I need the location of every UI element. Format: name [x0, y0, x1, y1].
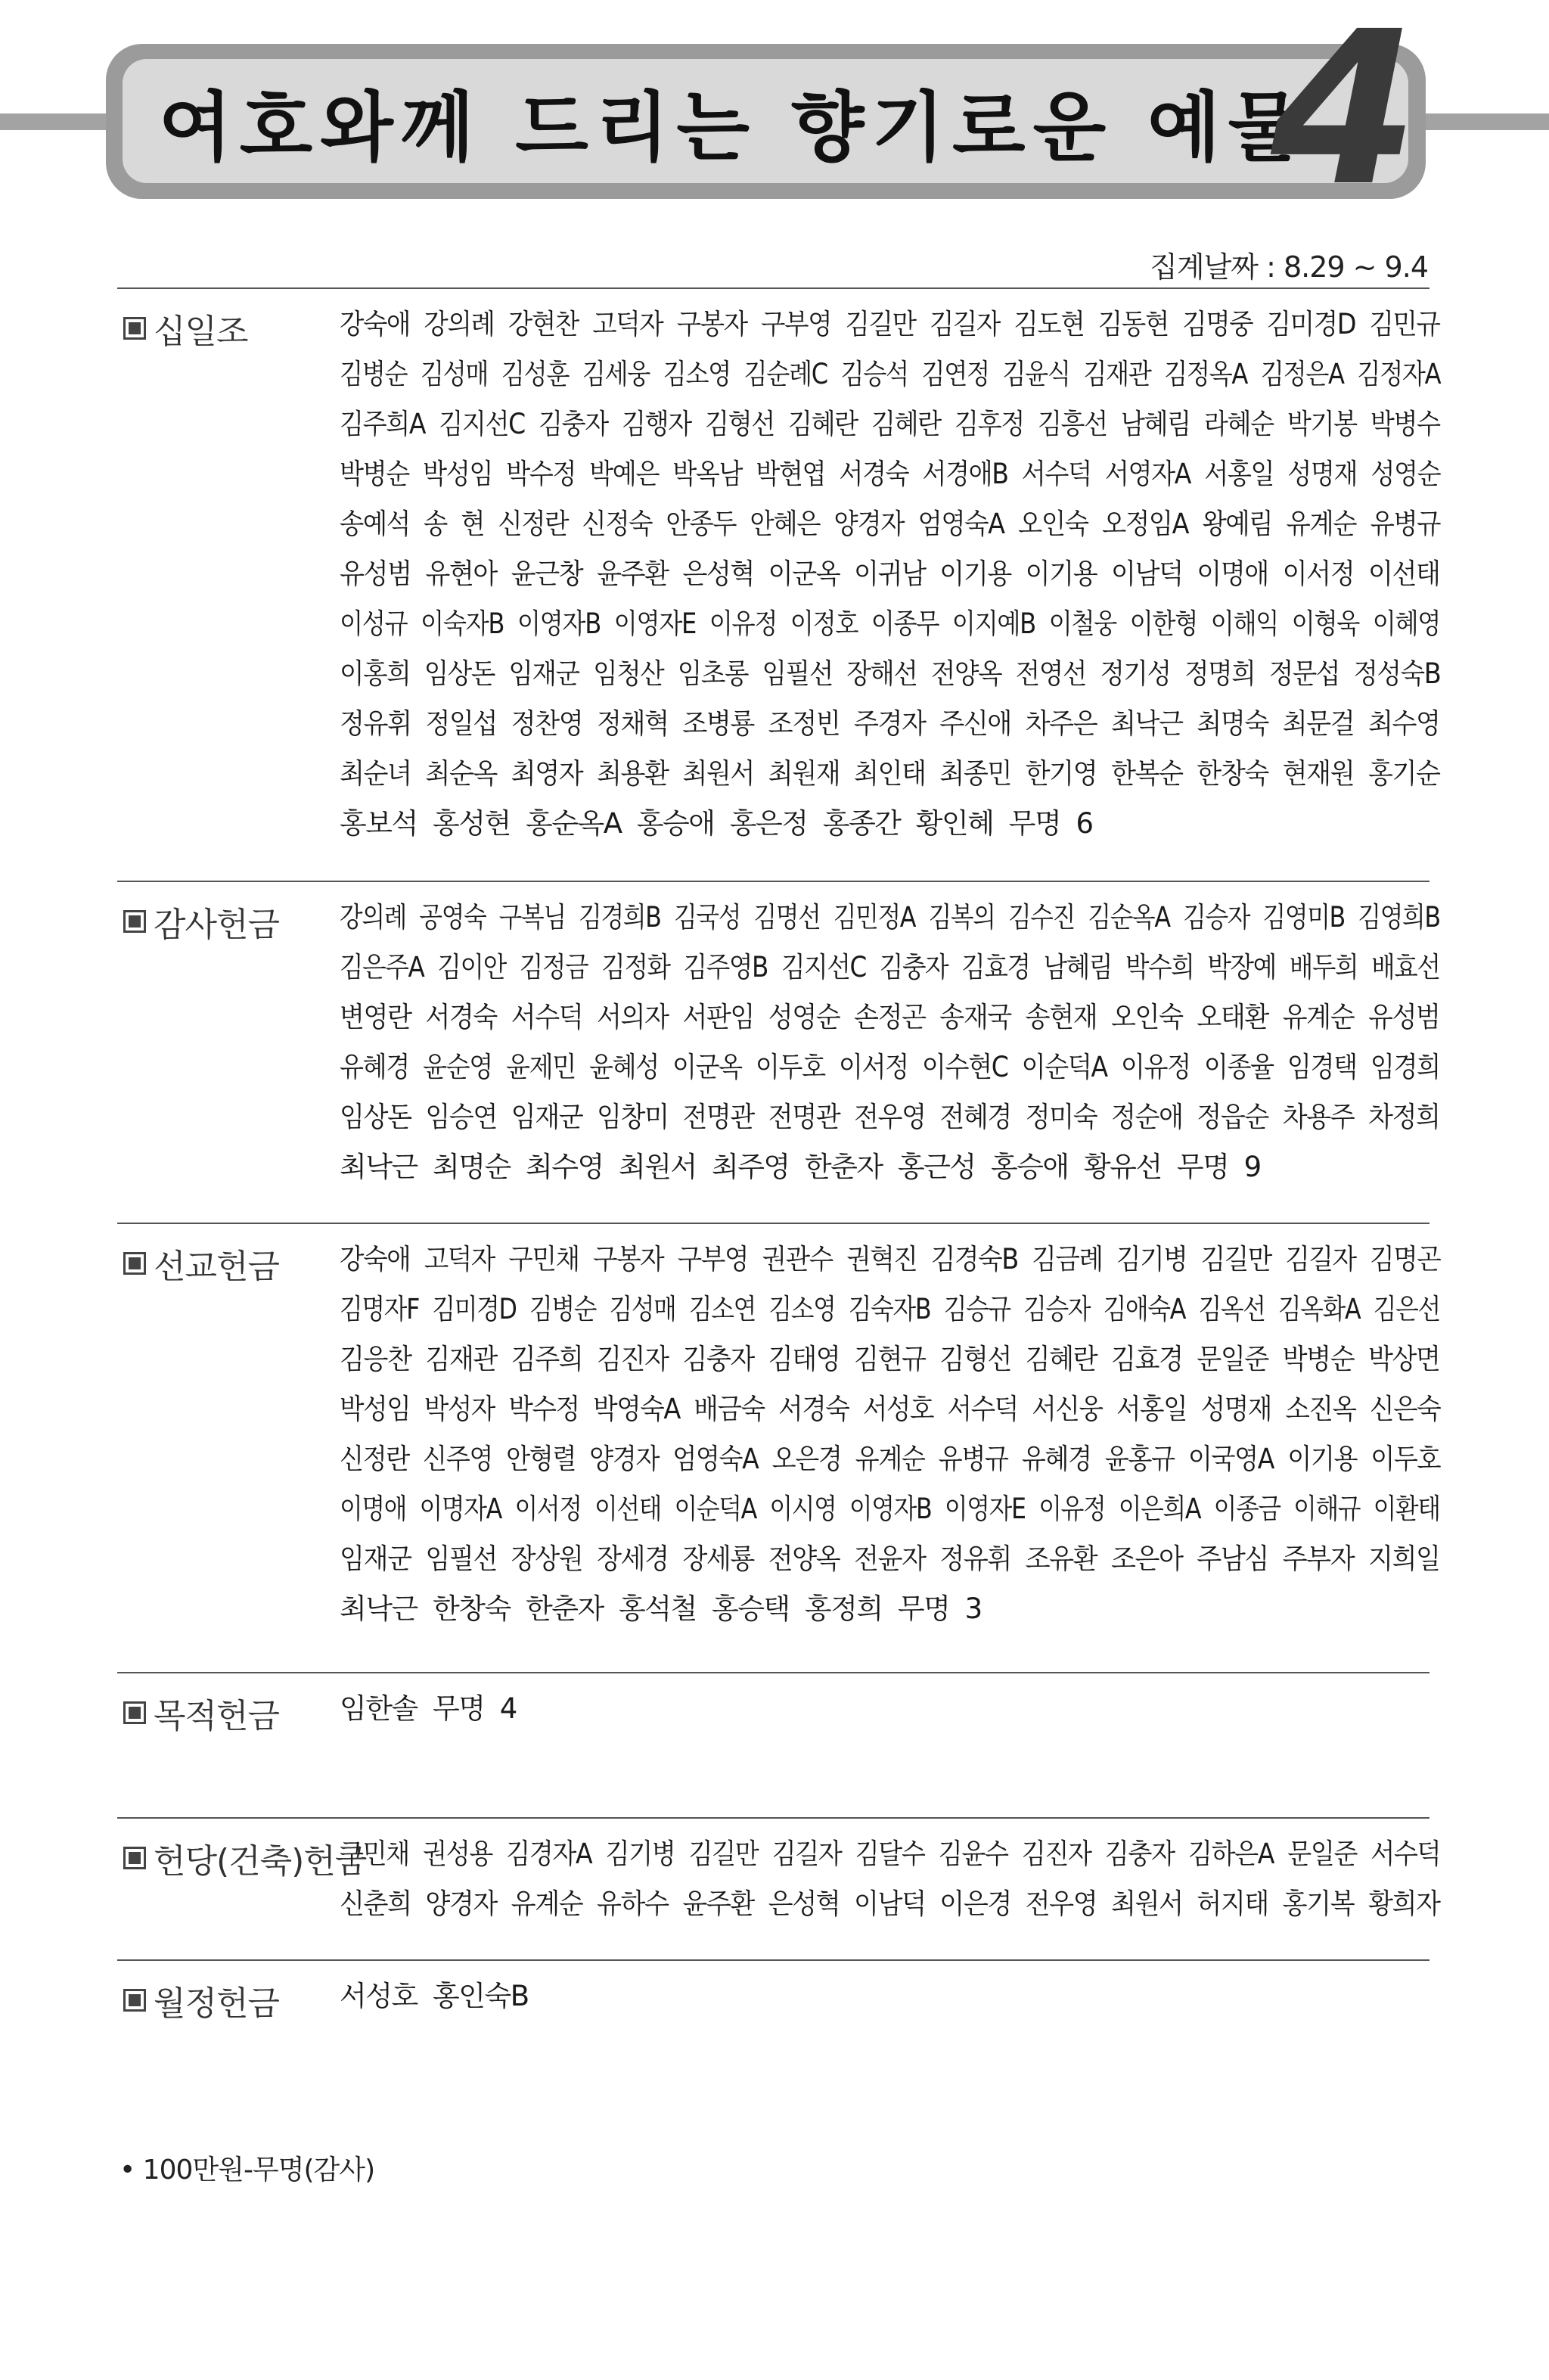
section-missions [117, 1223, 1441, 1664]
donor-row: 임재군 임필선 장상원 장세경 장세룡 전양옥 전윤자 정유휘 조유환 조은아 주남심 주부자 지희일 [340, 1543, 1440, 1575]
donor-row: 김주희A 김지선C 김충자 김행자 김형선 김혜란 김혜란 김후정 김흥선 남혜림 라혜순 박기봉 박병수 [340, 408, 1440, 440]
donor-row: 강의례 공영숙 구복님 김경희B 김국성 김명선 김민정A 김복의 김수진 김순옥A 김승자 김영미B 김영희B [340, 901, 1440, 934]
section-label [123, 897, 279, 946]
donor-row: 이명애 이명자A 이서정 이선태 이순덕A 이시영 이영자B 이영자E 이유정 이은희A 이종금 이해규 이환태 [340, 1493, 1440, 1525]
section-label-text: 감사헌금 [154, 906, 280, 944]
donor-row: 서성호 홍인숙B [340, 1980, 529, 2012]
section-label-text: 월정헌금 [154, 1984, 280, 2023]
section-label [123, 1976, 279, 2024]
donor-list [340, 1235, 1440, 1634]
donor-row: 유성범 유현아 윤근창 윤주환 은성혁 이군옥 이귀남 이기용 이기용 이남덕 이명애 이서정 이선태 [340, 558, 1440, 590]
donor-list [340, 1684, 1440, 1734]
donor-row: 홍보석 홍성현 홍순옥A 홍승애 홍은정 홍종간 황인혜 무명 6 [340, 807, 1093, 840]
donor-row: 임상돈 임승연 임재군 임창미 전명관 전명관 전우영 전혜경 정미숙 정순애 정읍순 차용주 차정희 [340, 1101, 1440, 1133]
square-bullet-icon [123, 1847, 146, 1869]
header-rule-left [0, 113, 113, 130]
donor-row: 정유휘 정일섭 정찬영 정채혁 조병룡 조정빈 주경자 주신애 차주은 최낙근 최명숙 최문걸 최수영 [340, 707, 1440, 740]
section-tithe [117, 287, 1441, 873]
donor-row: 박병순 박성임 박수정 박예은 박옥남 박현엽 서경숙 서경애B 서수덕 서영자A 서홍일 성명재 성영순 [340, 458, 1441, 490]
section-monthly [117, 1959, 1429, 2112]
donor-row: 변영란 서경숙 서수덕 서의자 서판임 성영순 손정곤 송재국 송현재 오인숙 오태환 유계순 유성범 [340, 1001, 1440, 1033]
page-title: 여호와께 드리는 향기로운 예물 [159, 83, 1309, 172]
donor-row: 신정란 신주영 안형렬 양경자 엄영숙A 오은경 유계순 유병규 유혜경 윤홍규 이국영A 이기용 이두호 [340, 1443, 1441, 1475]
section-label-text: 헌당(건축)헌금 [154, 1842, 367, 1881]
donor-row: 김병순 김성매 김성훈 김세웅 김소영 김순례C 김승석 김연정 김윤식 김재관 김정옥A 김정은A 김정자A [340, 358, 1441, 390]
donor-row: 최순녀 최순옥 최영자 최용환 최원서 최원재 최인태 최종민 한기영 한복순 한창숙 현재원 홍기순 [340, 757, 1440, 790]
donor-row: 김응찬 김재관 김주희 김진자 김충자 김태영 김현규 김형선 김혜란 김효경 문일준 박병순 박상면 [340, 1343, 1440, 1375]
header-rule-right [1414, 113, 1549, 130]
donor-list [340, 1829, 1440, 1929]
page-number: 4 [1271, 0, 1415, 233]
section-designated [117, 1672, 1429, 1810]
section-thanksgiving [117, 881, 1440, 1215]
section-label-text: 선교헌금 [154, 1247, 280, 1286]
donor-row: 강숙애 강의례 강현찬 고덕자 구봉자 구부영 김길만 김길자 김도현 김동현 김명중 김미경D 김민규 [340, 308, 1440, 340]
donor-row: 구민채 권성용 김경자A 김기병 김길만 김길자 김달수 김윤수 김진자 김충자 김하은A 문일준 서수덕 [340, 1838, 1441, 1870]
footnote: • 100만원-무명(감사) [120, 2155, 375, 2186]
donor-row: 김은주A 김이안 김정금 김정화 김주영B 김지선C 김충자 김효경 남혜림 박수희 박장예 배두희 배효선 [340, 951, 1440, 983]
tally-date: 집계날짜 : 8.29 ~ 9.4 [1150, 250, 1428, 284]
donor-row: 이성규 이숙자B 이영자B 이영자E 이유정 이정호 이종무 이지예B 이철웅 이한형 이해익 이형욱 이혜영 [340, 607, 1441, 640]
section-label [123, 1834, 366, 1882]
donor-list [340, 300, 1440, 849]
square-bullet-icon [123, 317, 146, 340]
donor-row: 최낙근 최명순 최수영 최원서 최주영 한춘자 홍근성 홍승애 황유선 무명 9 [340, 1151, 1261, 1183]
section-label [123, 1689, 279, 1737]
donor-row: 박성임 박성자 박수정 박영숙A 배금숙 서경숙 서성호 서수덕 서신웅 서홍일 성명재 소진옥 신은숙 [340, 1393, 1441, 1425]
donor-row: 임한솔 무명 4 [340, 1692, 517, 1725]
donor-row: 송예석 송 현 신정란 신정숙 안종두 안혜은 양경자 엄영숙A 오인숙 오정임A 왕예림 유계순 유병규 [340, 508, 1441, 540]
section-label-text: 목적헌금 [154, 1697, 280, 1735]
square-bullet-icon [123, 1252, 146, 1275]
donor-row: 강숙애 고덕자 구민채 구봉자 구부영 권관수 권혁진 김경숙B 김금례 김기병 김길만 김길자 김명곤 [340, 1243, 1441, 1275]
donor-row: 이홍희 임상돈 임재군 임청산 임초롱 임필선 장해선 전양옥 전영선 정기성 정명희 정문섭 정성숙B [340, 657, 1441, 690]
section-label [123, 304, 248, 353]
section-building [117, 1817, 1441, 1953]
section-label [123, 1239, 279, 1288]
square-bullet-icon [123, 910, 146, 933]
donor-list [340, 893, 1440, 1192]
donor-row: 최낙근 한창숙 한춘자 홍석철 홍승택 홍정희 무명 3 [340, 1592, 982, 1625]
donor-row: 신춘희 양경자 유계순 유하수 윤주환 은성혁 이남덕 이은경 전우영 최원서 허지태 홍기복 황희자 [340, 1888, 1440, 1920]
square-bullet-icon [123, 1701, 146, 1724]
donor-row: 유혜경 윤순영 윤제민 윤혜성 이군옥 이두호 이서정 이수현C 이순덕A 이유정 이종율 임경택 임경희 [340, 1051, 1440, 1083]
section-label-text: 십일조 [154, 312, 248, 351]
donor-list [340, 1971, 1440, 2021]
square-bullet-icon [123, 1989, 146, 2012]
donor-row: 김명자F 김미경D 김병순 김성매 김소연 김소영 김숙자B 김승규 김승자 김애숙A 김옥선 김옥화A 김은선 [340, 1293, 1440, 1325]
